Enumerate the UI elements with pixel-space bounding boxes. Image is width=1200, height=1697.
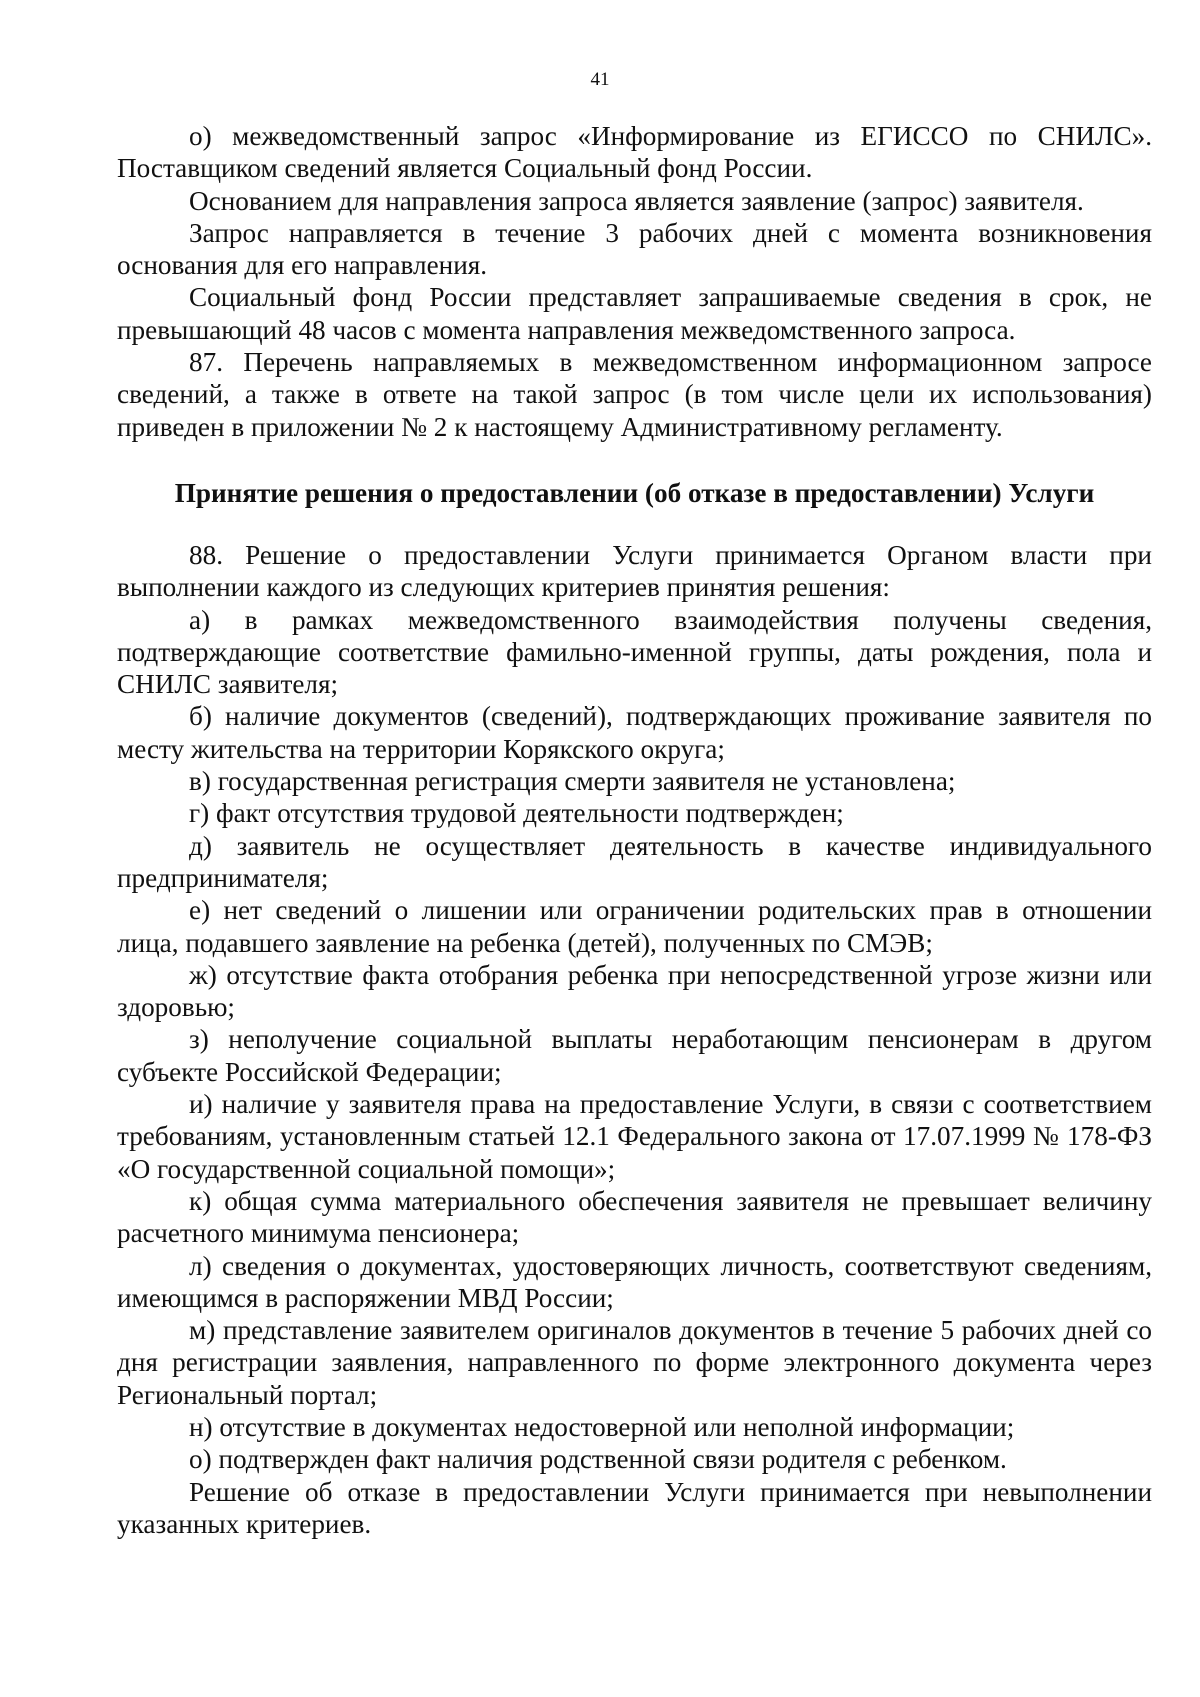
- paragraph: Запрос направляется в течение 3 рабочих дней с момента возникновения основания для его направления.: [117, 217, 1152, 281]
- section-heading: Принятие решения о предоставлении (об отказе в предоставлении) Услуги: [174, 477, 1095, 508]
- document-body: [117, 120, 1152, 1540]
- criterion-item: г) факт отсутствия трудовой деятельности подтвержден;: [189, 798, 844, 829]
- criterion-item: н) отсутствие в документах недостоверной или неполной информации;: [189, 1411, 1015, 1442]
- criterion-item: д) заявитель не осуществляет деятельность в качестве индивидуального предпринимателя;: [117, 830, 1152, 893]
- criterion-item: а) в рамках межведомственного взаимодействия получены сведения, подтверждающие соответствие фамильно-именной группы, даты рождения, пола и СНИЛС заявителя;: [117, 604, 1152, 700]
- paragraph: 88. Решение о предоставлении Услуги принимается Органом власти при выполнении каждого из следующих критериев принятия решения:: [117, 539, 1152, 603]
- criterion-item: з) неполучение социальной выплаты неработающим пенсионерам в другом субъекте Российской Федерации;: [117, 1024, 1152, 1087]
- criterion-item: е) нет сведений о лишении или ограничении родительских прав в отношении лица, подавшего заявление на ребенка (детей), полученных по СМЭВ;: [117, 895, 1152, 958]
- page-number: 41: [590, 69, 610, 90]
- paragraph: Социальный фонд России представляет запрашиваемые сведения в срок, не превышающий 48 часов с момента направления межведомственного запроса.: [117, 282, 1152, 345]
- paragraph: Решение об отказе в предоставлении Услуги принимается при невыполнении указанных критериев.: [117, 1476, 1152, 1539]
- criterion-item: л) сведения о документах, удостоверяющих личность, соответствуют сведениям, имеющимся в распоряжении МВД России;: [117, 1250, 1152, 1313]
- paragraph: 87. Перечень направляемых в межведомственном информационном запросе сведений, а также в ответе на такой запрос (в том числе цели их использования) приведен в приложении № 2 к настоящему Административному регламенту.: [117, 347, 1152, 442]
- criterion-item: в) государственная регистрация смерти заявителя не установлена;: [189, 766, 956, 797]
- criterion-item: к) общая сумма материального обеспечения заявителя не превышает величину расчетного минимума пенсионера;: [117, 1185, 1152, 1249]
- criterion-item: и) наличие у заявителя права на предоставление Услуги, в связи с соответствием требованиям, установленным статьей 12.1 Федерального закона от 17.07.1999 № 178-ФЗ «О государственной социальной помощи»;: [117, 1089, 1152, 1184]
- criterion-item: б) наличие документов (сведений), подтверждающих проживание заявителя по месту жительства на территории Корякского округа;: [117, 701, 1152, 764]
- criterion-item: о) подтвержден факт наличия родственной связи родителя с ребенком.: [189, 1444, 1007, 1475]
- paragraph: Основанием для направления запроса является заявление (запрос) заявителя.: [189, 185, 1084, 216]
- criterion-item: ж) отсутствие факта отобрания ребенка при непосредственной угрозе жизни или здоровью;: [117, 959, 1152, 1023]
- criterion-item: м) представление заявителем оригиналов документов в течение 5 рабочих дней со дня регистрации заявления, направленного по форме электронного документа через Региональный портал;: [117, 1315, 1152, 1410]
- paragraph: о) межведомственный запрос «Информирование из ЕГИССО по СНИЛС». Поставщиком сведений является Социальный фонд России.: [117, 121, 1152, 184]
